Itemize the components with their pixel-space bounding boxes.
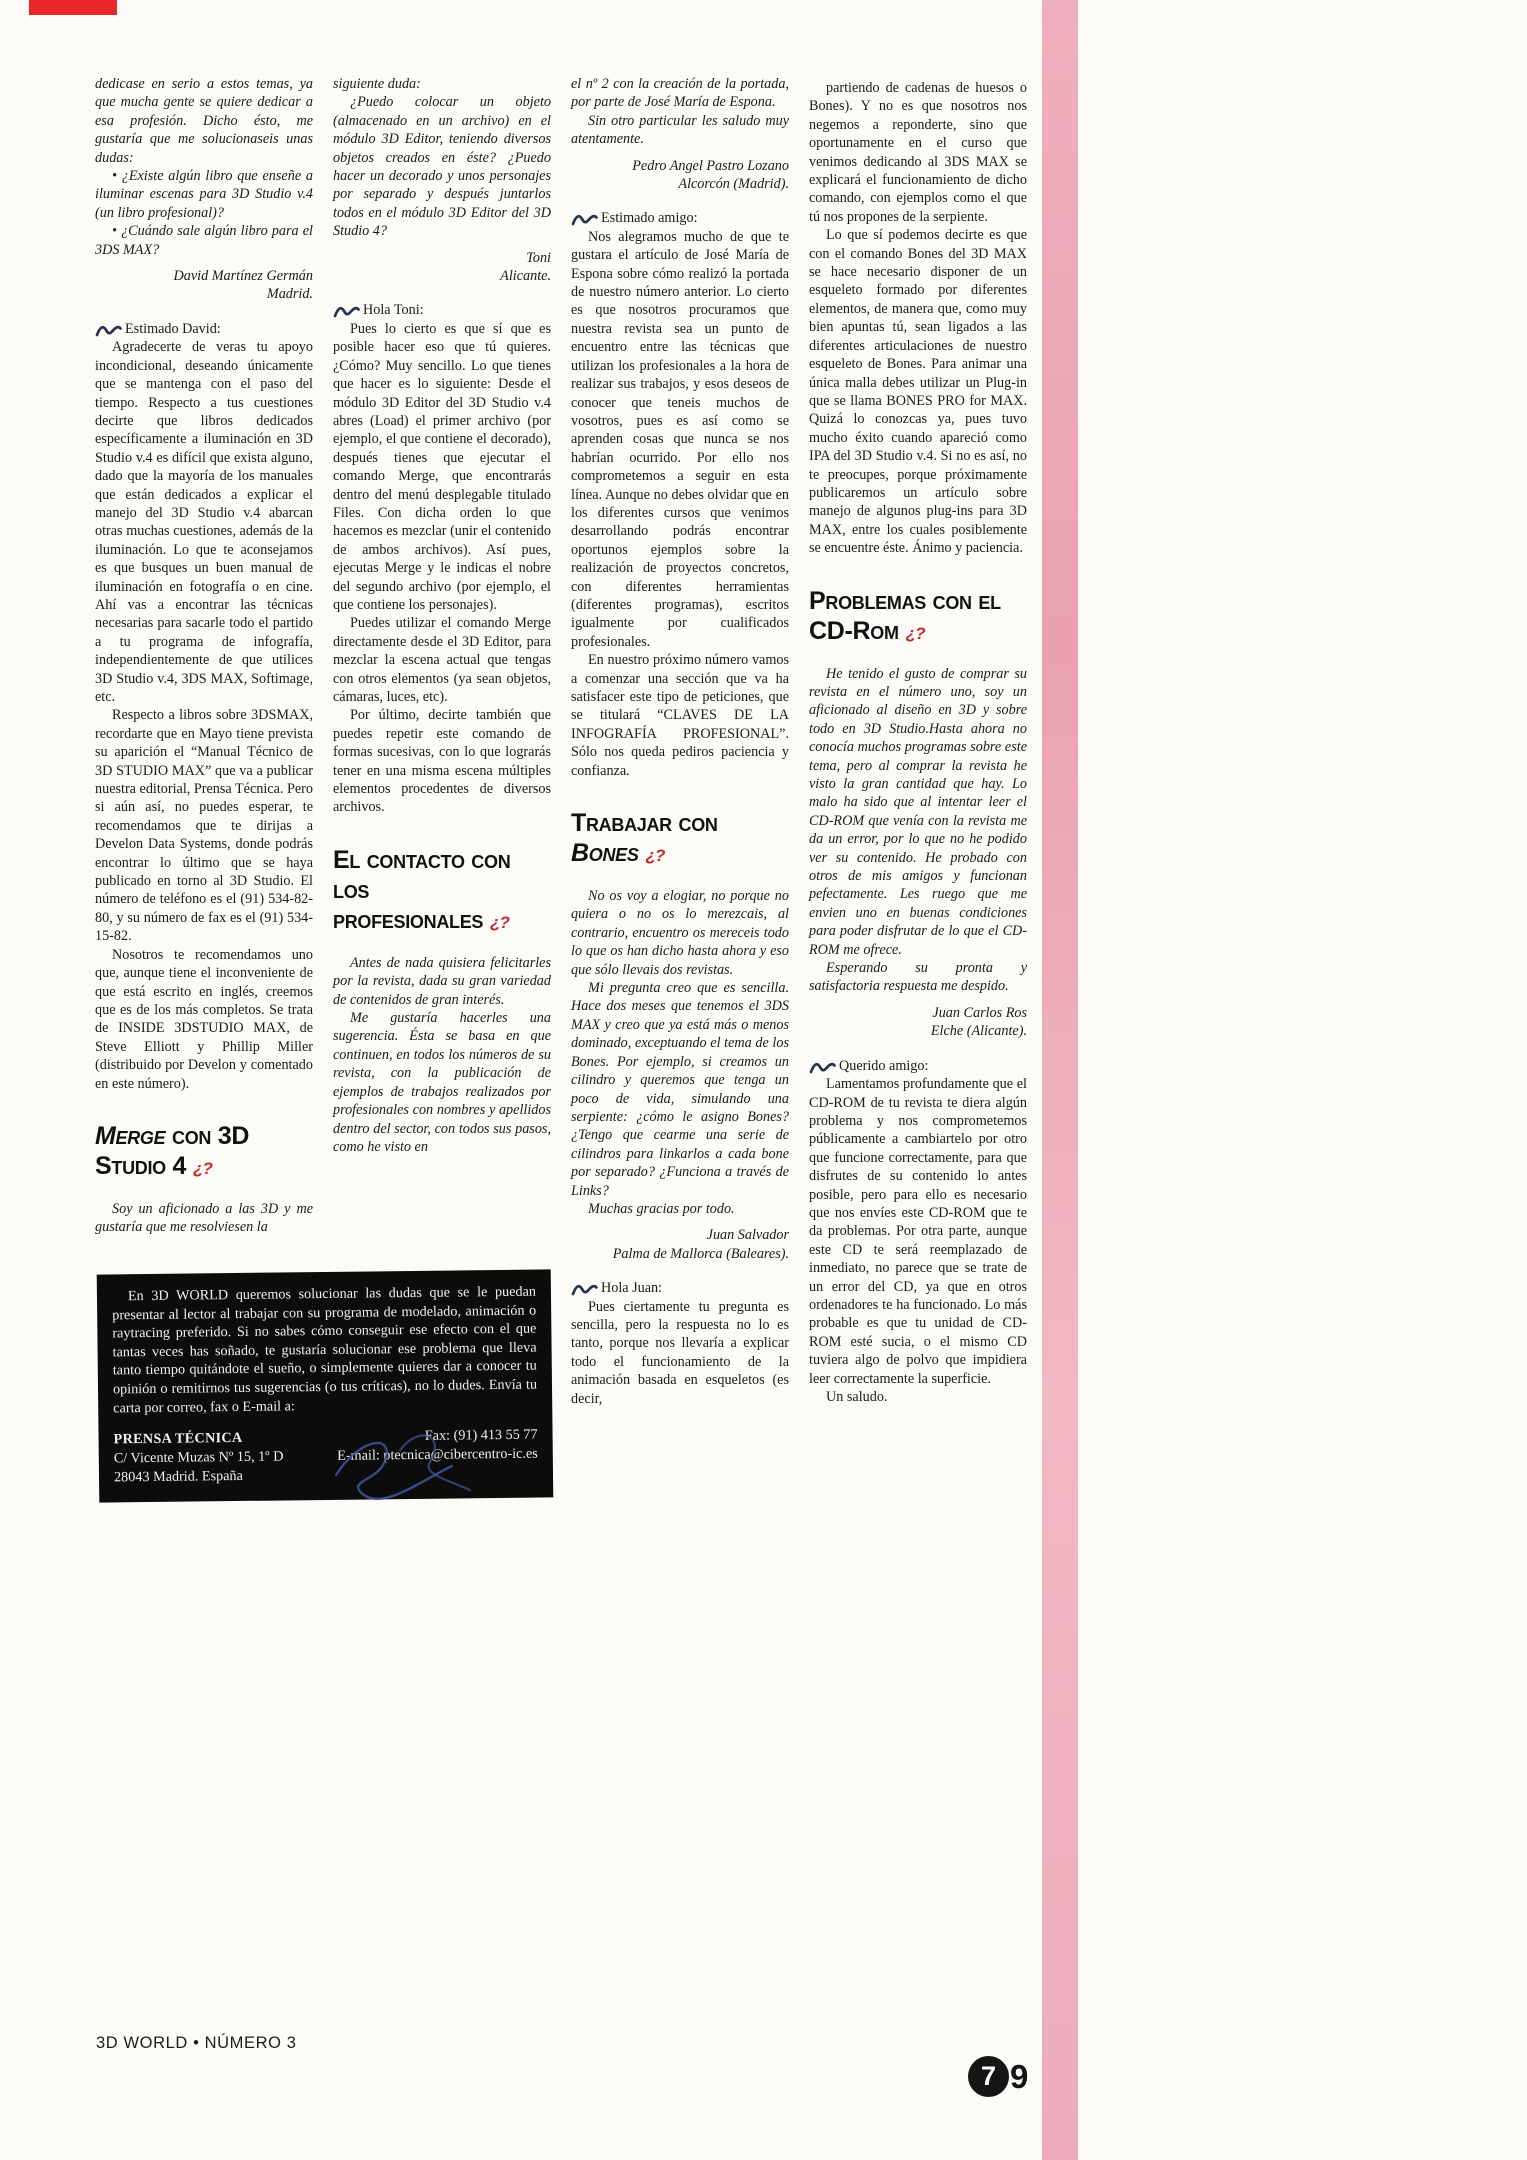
print-mark-red-icon [29, 0, 117, 15]
reply-header [809, 1057, 1027, 1075]
reply-swoosh-icon [571, 211, 598, 233]
section-heading [571, 808, 789, 871]
reader-letter [95, 1200, 313, 1237]
heading-text: Trabajar con [571, 809, 718, 838]
reply-paragraph: Nosotros te recomendamos uno que, aunque tiene el inconveniente de que está escrito en inglés, creemos que es de los más completos. Se trata de INSIDE 3DSTUDIO MAX, de Steve Elliott y Phillip Miller (distribuido por Develon y comentado en este número). [95, 946, 313, 1092]
reply-salutation: Hola Toni: [363, 302, 424, 319]
reply-paragraph: Pues lo cierto es que sí que es posible hacer eso que tú quieres. ¿Cómo? Muy sencillo. Lo que tienes que hacer es lo siguiente: Desde el módulo 3D Editor del 3D Studio v.4 abres (Load) el primer archivo (por ejemplo, el que contiene el decorado), después tienes que ejecutar el comando Merge, que encontrarás dentro del menú desplegable titulado Files. Con dicha orden lo que hacemos es mezclar (unir el contenido de ambos archivos). Así pues, ejecutas Merge y le indicas el nobre del segundo archivo (por ejemplo, el que contiene los personajes). [333, 320, 551, 613]
letter-paragraph: • ¿Cuándo sale algún libro para el 3DS MAX? [95, 223, 313, 258]
column-3 [571, 75, 789, 1414]
reply-header [333, 301, 551, 319]
letter-paragraph: dedicase en serio a estos temas, ya que mucha gente se quiere dedicar a esa profesión. Dicho ésto, me gustaría que me solucionaseis unas dudas: [95, 76, 313, 166]
heading-text: El contacto con los profesionales [333, 845, 511, 934]
heading-text: con 3D Studio 4 [95, 1121, 250, 1180]
reader-letter [333, 75, 551, 241]
reader-letter [809, 665, 1027, 996]
letter-paragraph: siguiente duda: [333, 76, 421, 92]
fax-number: Fax: (91) 413 55 77 [424, 1426, 538, 1445]
reply-paragraph: Puedes utilizar el comando Merge directamente desde el 3D Editor, para mezclar la escena actual que tengas con otros elementos (ya sean objetos, cámaras, luces, etc). [333, 615, 551, 705]
reply-paragraph: Lamentamos profundamente que el CD-ROM de tu revista te diera algún problema y nos comprometemos públicamente a cambiartelo por otro que funcione correctamente, para que disfrutes de su contenido lo antes posible, pero para ello es necesario que nos envíes este CD-ROM que te da problemas. Por otra parte, aunque este CD te será reemplazado de inmediato, no parece que se trate de un error del CD, ya que en otros ordenadores te ha funcionado. Lo más probable es que tu unidad de CD-ROM esté sucia, o el mismo CD tuviera algo de polvo que impidiera leer correctamente la superficie. [809, 1076, 1027, 1387]
letter-paragraph: Antes de nada quisiera felicitarles por la revista, dada su gran variedad de contenidos de gran interés. [333, 954, 551, 1008]
letter-paragraph: ¿Puedo colocar un objeto (almacenado en un archivo) en el módulo 3D Editor, teniendo diversos objetos creados en éste? ¿Puedo hacer un decorado y unos personajes por separado y después juntarlos todos en el módulo 3D Editor del 3D Studio 4? [333, 94, 551, 240]
editor-reply [95, 320, 313, 1093]
section-heading [809, 586, 1027, 649]
signature-line: Alcorcón (Madrid). [678, 176, 789, 193]
page-number [968, 2056, 1028, 2097]
letter-paragraph: No os voy a elogiar, no porque no quiera o no os lo merezcais, al contrario, encuentro os mereceis todo lo que os han dicho hasta ahora y eso que sólo llevais dos revistas. [571, 888, 789, 978]
reply-header [571, 209, 789, 227]
heading-text: Bones [571, 839, 639, 868]
question-marks-icon: ¿? [193, 1158, 212, 1178]
editor-reply [809, 79, 1027, 558]
reply-paragraph: En nuestro próximo número vamos a comenzar una sección que va ha satisfacer este tipo de peticiones, que se titulará “CLAVES DE LA INFOGRAFÍA PROFESIONAL”. Sólo nos queda pediros paciencia y confianza. [571, 652, 789, 779]
letter-paragraph: Me gustaría hacerles una sugerencia. Ésta se basa en que continuen, en todos los números de su revista, con la publicación de ejemplos de trabajos realizados por profesionales con nombres y apellidos dentro del sector, con todos sus pasos, como he visto en [333, 1010, 551, 1155]
letter-paragraph: Esperando su pronta y satisfactoria respuesta me despido. [809, 960, 1027, 995]
reply-swoosh-icon [95, 322, 122, 344]
letter-signature [95, 267, 313, 304]
section-heading [333, 845, 551, 938]
reply-paragraph: Lo que sí podemos decirte es que con el comando Bones del 3D MAX se hace necesario disponer de un esqueleto formado por diferentes elementos, de manera que, como muy bien apuntas tú, sean ligados a las diferentes articulaciones de nuestro esqueleto de Bones. Para animar una única malla debes utilizar un Plug-in que se llama BONES PRO for MAX. Quizá lo conozcas ya, pues tuvo mucho éxito cuando apareció como IPA del 3D Studio v.4. Si no es así, no te preocupes, porque próximamente publicaremos un artículo sobre manejo de algunos plug-ins para 3D MAX, entre los cuales posiblemente se encuentre éste. Ánimo y paciencia. [809, 227, 1027, 557]
signature-line: Elche (Alicante). [930, 1023, 1027, 1040]
heading-text: Problemas con el CD-Rom [809, 586, 1001, 645]
reply-paragraph: Nos alegramos mucho de que te gustara el artículo de José María de Espona sobre cómo realizó la portada de nuestro número anterior. Lo cierto es que nosotros procuramos que nuestra revista sea un punto de encuentro entre las técnicas que utilizan los profesionales a la hora de realizar sus trabajos, y esos deseos de conocer que teneis muchos de vosotros, pues es así como se aprenden cosas que nunca se nos habrían ocurrido. Por ello nos comprometemos a seguir en esta línea. Aunque no debes olvidar que en los diferentes cursos que venimos desarrollando podrás encontrar oportunos ejemplos sobre la realización de proyectos concretos, con diferentes herramientas (diferentes programas), escritos igualmente por cualificados profesionales. [571, 228, 789, 650]
reply-salutation: Hola Juan: [601, 1280, 663, 1297]
editor-reply [571, 209, 789, 780]
editor-reply [333, 301, 551, 816]
signature-line: David Martínez Germán [173, 268, 313, 285]
column-4 [809, 75, 1027, 1412]
address-line-1: C/ Vicente Muzas Nº 15, 1º D [113, 1448, 284, 1467]
question-marks-icon: ¿? [645, 846, 665, 866]
signature-line: Palma de Mallorca (Baleares). [612, 1245, 789, 1262]
letter-signature [571, 1226, 789, 1263]
letter-paragraph: Soy un aficionado a las 3D y me gustaría que me resolviesen la [95, 1200, 313, 1236]
letter-paragraph: Mi pregunta creo que es sencilla. Hace dos meses que tenemos el 3DS MAX y creo que ya está más o menos dominado, exceptuando el tema de los Bones. Por ejemplo, si creamos un cilindro y queremos que tenga un poco de vida, simulando una serpiente: ¿cómo le asigno Bones? ¿Tengo que cearme una serie de cilindros para linkarlos a cada bone por separado? ¿Funciona a través de Links? [571, 980, 789, 1199]
letter-signature [333, 249, 551, 286]
signature-line: Juan Salvador [706, 1227, 789, 1244]
page-edge-pink-strip [1042, 0, 1078, 2160]
reply-salutation: Estimado David: [125, 320, 221, 337]
reply-paragraph: Agradecerte de veras tu apoyo incondicional, deseando únicamente que se mantenga con el paso del tiempo. Respecto a tus cuestiones decirte que libros dedicados específicamente a iluminación en 3D Studio v.4 es difícil que exista alguno, dado que la mayoría de los manuales que están dedicados a explicar el manejo del 3D Studio v.4 abarcan otras muchas cuestiones, además de la iluminación. Lo que te aconsejamos es que busques un buen manual de iluminación en fotografía o en cine. Ahí vas a encontrar las técnicas necesarias para sacarle todo el partido a tu programa de infografía, independientemente de que utilices 3D Studio v.4, 3DS MAX, Softimage, etc. [95, 339, 313, 705]
reply-paragraph: partiendo de cadenas de huesos o Bones). Y no es que nosotros nos negemos a reponderte, sino que oportunamente en el curso que venimos dedicando al 3DS MAX se explicará el funcionamiento de dicho comando, con ejemplos como el que tú nos propones de la serpiente. [809, 80, 1027, 225]
pen-scribble [330, 1420, 490, 1520]
signature-line: Juan Carlos Ros [932, 1004, 1027, 1021]
contact-box-text: En 3D WORLD queremos solucionar las dudas que se le puedan presentar al lector al trabajar con su programa de modelado, animación o raytracing preferido. Si no sabes cómo conseguir ese efecto con el que tantas veces has soñado, te gustaría solucionar ese problema que lleva tanto tiempo quitándote el sueño, o simplemente quieres dar a conocer tu opinión o remitirnos tus sugerencias (o tus críticas), no lo dudes. Envía tu carta por correo, fax o E-mail a: [112, 1283, 538, 1416]
heading-text: Merge [95, 1121, 166, 1150]
reader-letter [95, 75, 313, 259]
editor-reply [809, 1057, 1027, 1407]
column-2 [333, 75, 551, 1162]
letter-paragraph: • ¿Existe algún libro que enseñe a iluminar escenas para 3D Studio v.4 (un libro profesional)? [95, 168, 313, 221]
email-address: E-mail: ptecnica@cibercentro-ic.es [337, 1445, 538, 1465]
question-marks-icon: ¿? [490, 912, 509, 932]
reply-header [571, 1279, 789, 1297]
signature-line: Madrid. [266, 286, 313, 303]
reply-paragraph: Respecto a libros sobre 3DSMAX, recordarte que en Mayo tiene prevista su aparición el “Manual Técnico de 3D STUDIO MAX” que va a publicar nuestra editorial, Prensa Técnica. Pero si aún así, no puedes esperar, te recomendamos que te dirijas a Develon Data Systems, donde podrás encontrar lo último que se haya publicado en torno al 3D Studio. El número de teléfono es el (91) 534-82-80, y su número de fax es el (91) 534-15-82. [95, 707, 313, 945]
letter-signature [809, 1004, 1027, 1041]
reader-letter [571, 887, 789, 1218]
letter-paragraph: Sin otro particular les saludo muy atentamente. [571, 112, 789, 148]
reply-paragraph: Por último, decirte también que puedes repetir este comando de formas sucesivas, con lo que lograrás tener en una misma escena múltiples elementos procedentes de diversos archivos. [333, 707, 551, 816]
signature-line: Pedro Angel Pastro Lozano [632, 157, 789, 174]
letter-paragraph: He tenido el gusto de comprar su revista en el número uno, soy un aficionado al diseño en 3D y sobre todo en 3D Studio.Hasta ahora no conocía muchos programas sobre este tema, pero al comprar la revista he visto la gran cantidad que hay. Lo malo ha sido que al intentar leer el CD-ROM que venía con la revista me da un error, por lo que no he podido ver su contenido. He probado con otros de mis amigos y funcionan pefectamente. Les ruego que me envien uno en buenas condiciones para poder disfrutar de lo que el CD-ROM me ofrece. [809, 665, 1027, 958]
page-number-digit: 9 [1010, 2057, 1029, 2095]
signature-line: Alicante. [500, 268, 551, 285]
letter-signature [571, 157, 789, 194]
signature-line: Toni [526, 249, 551, 266]
reply-swoosh-icon [809, 1059, 836, 1081]
reply-paragraph: Un saludo. [826, 1389, 888, 1405]
reply-salutation: Estimado amigo: [601, 210, 698, 227]
reply-salutation: Querido amigo: [839, 1057, 929, 1074]
page-number-circle: 7 [968, 2056, 1009, 2097]
section-heading [95, 1121, 313, 1184]
reader-letter [333, 954, 551, 1156]
address-line-2: 28043 Madrid. España [113, 1468, 243, 1486]
question-marks-icon: ¿? [905, 623, 925, 643]
column-1 [95, 75, 313, 1243]
reply-paragraph: Pues ciertamente tu pregunta es sencilla, pero la respuesta no lo es tanto, porque nos llevaría a explicar todo el funcionamiento de la animación basada en esqueletos (es decir, [571, 1298, 789, 1407]
publisher-name: PRENSA TÉCNICA [113, 1430, 243, 1448]
reader-letter [571, 75, 789, 149]
reply-header [95, 320, 313, 338]
letter-paragraph: el nº 2 con la creación de la portada, por parte de José María de Espona. [571, 76, 789, 111]
reply-swoosh-icon [333, 303, 360, 325]
footer-magazine-title: 3D WORLD • NÚMERO 3 [96, 2034, 297, 2052]
reply-swoosh-icon [571, 1281, 598, 1303]
letter-paragraph: Muchas gracias por todo. [588, 1200, 735, 1217]
editor-reply [571, 1279, 789, 1408]
